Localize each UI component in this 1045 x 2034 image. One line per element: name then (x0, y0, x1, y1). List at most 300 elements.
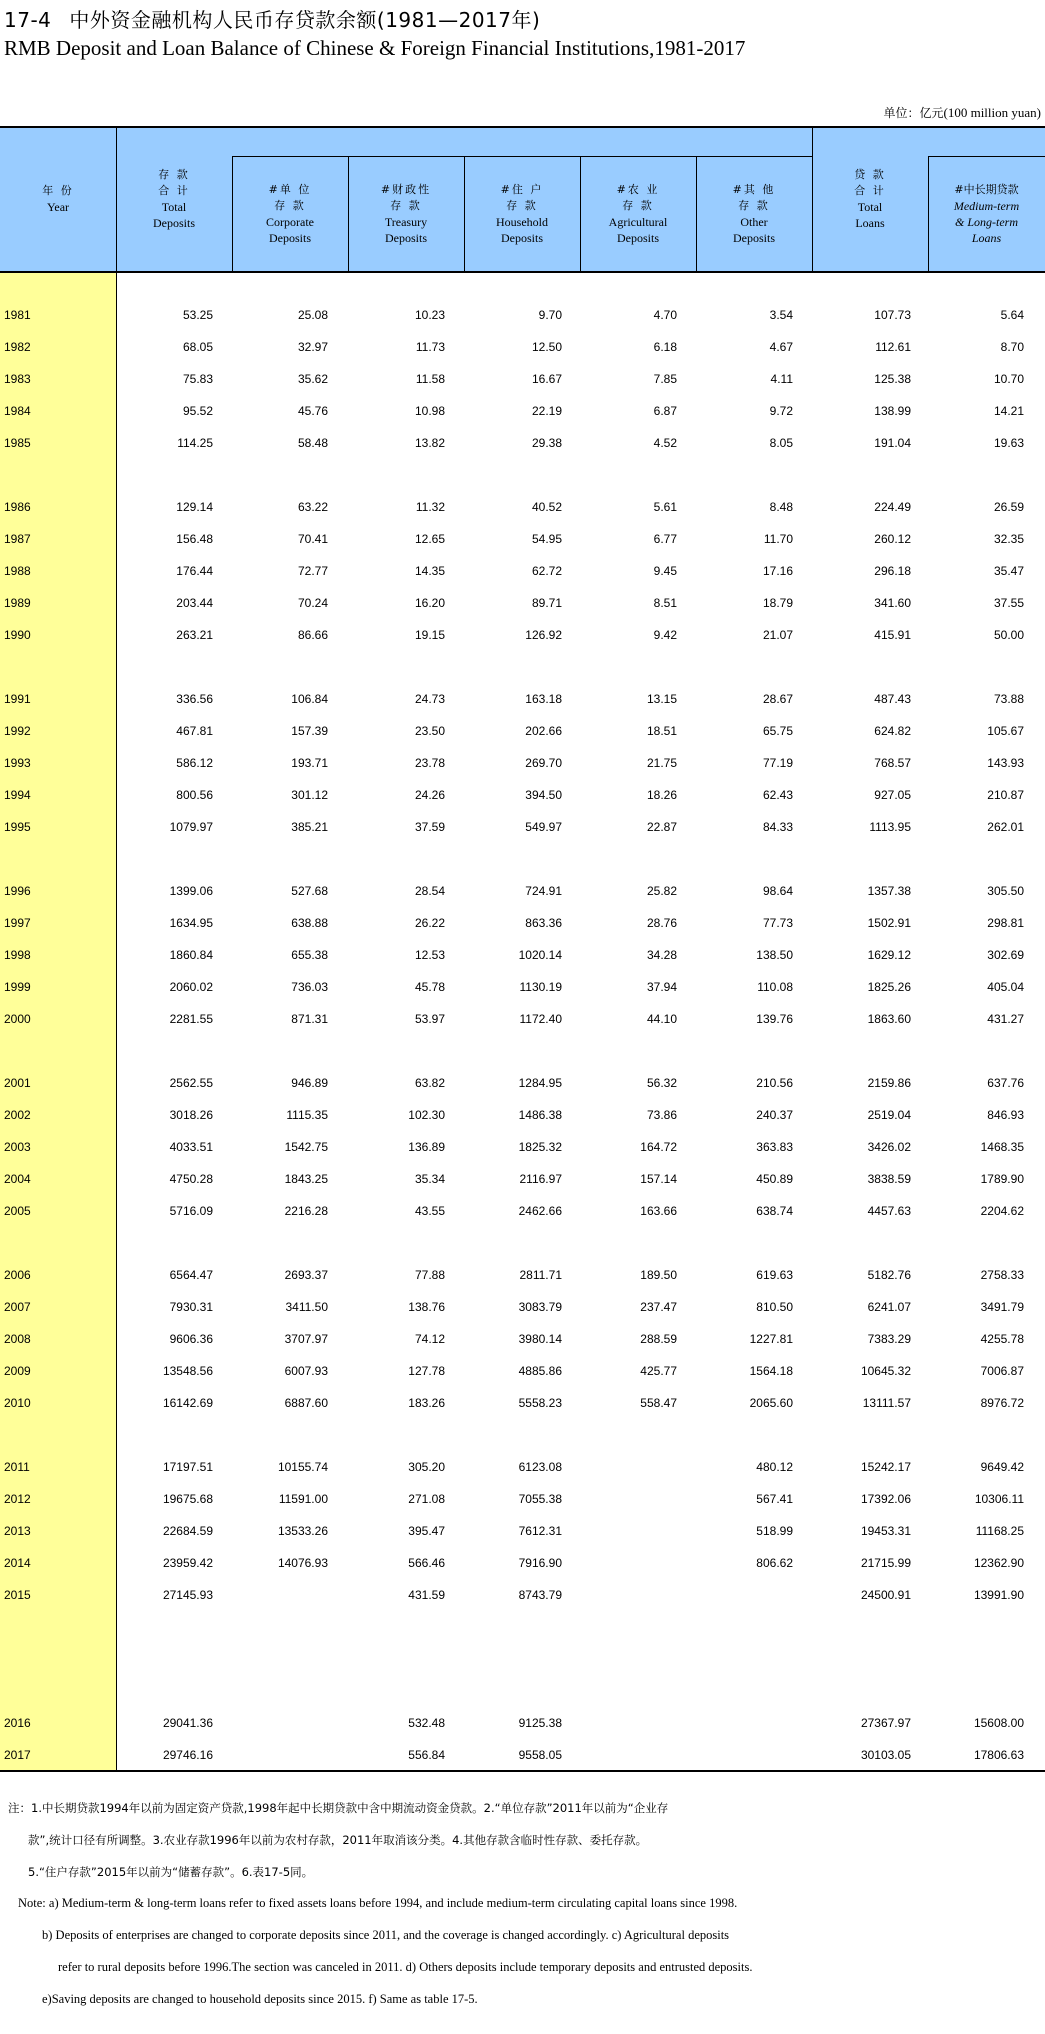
cell-corporate-deposits: 3707.97 (284, 1332, 328, 1346)
cell-other-deposits: 3.54 (769, 308, 793, 322)
cell-treasury-deposits: 183.26 (408, 1396, 445, 1410)
cell-total-deposits: 5716.09 (169, 1204, 213, 1218)
cell-household-deposits: 1825.32 (518, 1140, 562, 1154)
cell-treasury-deposits: 74.12 (414, 1332, 445, 1346)
cell-total-loans: 1357.38 (867, 884, 911, 898)
cell-corporate-deposits: 2216.28 (284, 1204, 328, 1218)
subheader-rule (232, 156, 812, 157)
cell-total-deposits: 467.81 (176, 724, 213, 738)
cell-corporate-deposits: 35.62 (297, 372, 328, 386)
cell-other-deposits: 84.33 (762, 820, 793, 834)
table-row (0, 977, 1045, 997)
cell-agricultural-deposits: 164.72 (640, 1140, 677, 1154)
cell-treasury-deposits: 63.82 (414, 1076, 445, 1090)
cell-treasury-deposits: 26.22 (414, 916, 445, 930)
cell-household-deposits: 29.38 (531, 436, 562, 450)
cell-year: 2011 (4, 1460, 30, 1474)
cell-other-deposits: 18.79 (762, 596, 793, 610)
cell-total-loans: 1629.12 (867, 948, 911, 962)
cell-agricultural-deposits: 8.51 (653, 596, 677, 610)
cell-household-deposits: 7612.31 (518, 1524, 562, 1538)
cell-year: 2017 (4, 1748, 31, 1762)
table-row (0, 913, 1045, 933)
cell-treasury-deposits: 24.26 (414, 788, 445, 802)
table-number: 17-4 (4, 8, 52, 32)
cell-treasury-deposits: 127.78 (408, 1364, 445, 1378)
header-medium-long-cn1: #中长期贷款 (954, 183, 1019, 196)
cell-total-loans: 1502.91 (867, 916, 911, 930)
column-divider (812, 126, 813, 272)
cell-corporate-deposits: 58.48 (297, 436, 328, 450)
cell-other-deposits: 11.70 (763, 532, 793, 546)
cell-corporate-deposits: 638.88 (291, 916, 328, 930)
header-other-en1: Other (740, 215, 768, 229)
cell-corporate-deposits: 736.03 (291, 980, 328, 994)
cell-household-deposits: 7916.90 (518, 1556, 562, 1570)
table-row (0, 305, 1045, 325)
header-medium-long-en1: Medium-term (953, 199, 1020, 213)
cell-other-deposits: 21.07 (762, 628, 793, 642)
cell-other-deposits: 77.73 (762, 916, 793, 930)
table-row (0, 561, 1045, 581)
cell-other-deposits: 518.99 (756, 1524, 793, 1538)
cell-household-deposits: 22.19 (531, 404, 562, 418)
cell-year: 1996 (4, 884, 31, 898)
cell-medium-long-loans: 12362.90 (973, 1556, 1024, 1570)
cell-household-deposits: 1172.40 (519, 1012, 562, 1026)
cell-medium-long-loans: 846.93 (987, 1108, 1024, 1122)
cell-treasury-deposits: 37.59 (414, 820, 445, 834)
table-title-cn (4, 4, 540, 33)
cell-treasury-deposits: 395.47 (408, 1524, 445, 1538)
table-row (0, 817, 1045, 837)
cell-total-deposits: 800.56 (176, 788, 213, 802)
cell-medium-long-loans: 15608.00 (973, 1716, 1024, 1730)
cell-other-deposits: 4.11 (770, 372, 793, 386)
cell-medium-long-loans: 3491.79 (980, 1300, 1024, 1314)
cell-total-deposits: 22684.59 (162, 1524, 213, 1538)
header-corporate (232, 156, 348, 272)
cell-total-deposits: 2281.55 (169, 1012, 213, 1026)
cell-corporate-deposits: 527.68 (291, 884, 328, 898)
cell-medium-long-loans: 11168.25 (975, 1524, 1024, 1538)
cell-total-deposits: 68.05 (182, 340, 213, 354)
cell-household-deposits: 724.91 (525, 884, 562, 898)
cell-total-deposits: 203.44 (176, 596, 213, 610)
cell-year: 1999 (4, 980, 31, 994)
cell-agricultural-deposits: 4.52 (653, 436, 677, 450)
cell-corporate-deposits: 2693.37 (284, 1268, 328, 1282)
cell-treasury-deposits: 136.89 (408, 1140, 445, 1154)
cell-corporate-deposits: 70.41 (297, 532, 328, 546)
cell-medium-long-loans: 7006.87 (980, 1364, 1024, 1378)
cell-treasury-deposits: 24.73 (414, 692, 445, 706)
header-agricultural-en1: Agricultural (608, 215, 668, 229)
cell-household-deposits: 9558.05 (518, 1748, 562, 1762)
cell-year: 2015 (4, 1588, 31, 1602)
cell-total-deposits: 1079.97 (169, 820, 213, 834)
cell-agricultural-deposits: 9.45 (653, 564, 677, 578)
header-bottom-rule (0, 271, 1045, 273)
cell-year: 2009 (4, 1364, 31, 1378)
cell-agricultural-deposits: 34.28 (646, 948, 677, 962)
header-total-deposits-cn1: 存 款 (158, 168, 190, 181)
cell-household-deposits: 126.92 (525, 628, 562, 642)
cell-agricultural-deposits: 189.50 (640, 1268, 677, 1282)
cell-corporate-deposits: 3411.50 (285, 1300, 328, 1314)
cell-other-deposits: 98.64 (762, 884, 793, 898)
cell-medium-long-loans: 143.93 (987, 756, 1024, 770)
cell-corporate-deposits: 63.22 (297, 500, 328, 514)
header-total-deposits-en2: Deposits (153, 216, 195, 230)
table-row (0, 1489, 1045, 1509)
cell-total-loans: 27367.97 (860, 1716, 911, 1730)
cell-other-deposits: 2065.60 (749, 1396, 793, 1410)
cell-other-deposits: 139.76 (756, 1012, 793, 1026)
cell-total-loans: 260.12 (874, 532, 911, 546)
cell-year: 2013 (4, 1524, 31, 1538)
table-row (0, 529, 1045, 549)
cell-treasury-deposits: 16.20 (414, 596, 445, 610)
cell-total-loans: 341.60 (874, 596, 911, 610)
cell-total-deposits: 13548.56 (162, 1364, 213, 1378)
cell-other-deposits: 638.74 (756, 1204, 793, 1218)
cell-agricultural-deposits: 21.75 (646, 756, 677, 770)
table-row (0, 1361, 1045, 1381)
header-other (696, 156, 812, 272)
cell-corporate-deposits: 70.24 (297, 596, 328, 610)
cell-other-deposits: 1227.81 (749, 1332, 793, 1346)
table-bottom-rule (0, 1770, 1045, 1772)
title-cn-text: 中外资金融机构人民币存贷款余额(1981—2017年) (69, 8, 541, 32)
cell-corporate-deposits: 301.12 (291, 788, 328, 802)
table-row (0, 1009, 1045, 1029)
cell-household-deposits: 2116.97 (519, 1172, 562, 1186)
header-treasury-cn1: #财政性 (380, 183, 432, 196)
cell-year: 1991 (4, 692, 31, 706)
cell-total-loans: 112.61 (875, 340, 911, 354)
cell-total-deposits: 1860.84 (169, 948, 213, 962)
table-row (0, 1073, 1045, 1093)
column-divider (348, 156, 349, 272)
cell-household-deposits: 1284.95 (518, 1076, 562, 1090)
cell-medium-long-loans: 35.47 (993, 564, 1024, 578)
header-medium-long (928, 156, 1045, 272)
cell-year: 2007 (4, 1300, 31, 1314)
cell-treasury-deposits: 11.58 (415, 372, 445, 386)
cell-corporate-deposits: 385.21 (291, 820, 328, 834)
cell-year: 1981 (4, 308, 31, 322)
cell-agricultural-deposits: 157.14 (640, 1172, 677, 1186)
cell-agricultural-deposits: 558.47 (640, 1396, 677, 1410)
table-row (0, 785, 1045, 805)
cell-treasury-deposits: 12.65 (414, 532, 445, 546)
cell-corporate-deposits: 157.39 (291, 724, 328, 738)
cell-household-deposits: 54.95 (531, 532, 562, 546)
cell-total-deposits: 23959.42 (162, 1556, 213, 1570)
cell-year: 1987 (4, 532, 31, 546)
cell-household-deposits: 9.70 (538, 308, 562, 322)
unit-en: (100 million yuan) (943, 105, 1041, 120)
note-line: 5.“住户存款”2015年以前为“储蓄存款”。6.表17-5同。 (28, 1865, 314, 1879)
cell-year: 2003 (4, 1140, 31, 1154)
cell-year: 1998 (4, 948, 31, 962)
cell-treasury-deposits: 77.88 (414, 1268, 445, 1282)
cell-year: 1988 (4, 564, 31, 578)
cell-total-deposits: 336.56 (176, 692, 213, 706)
cell-agricultural-deposits: 163.66 (640, 1204, 677, 1218)
cell-treasury-deposits: 556.84 (408, 1748, 445, 1762)
table-row (0, 593, 1045, 613)
cell-treasury-deposits: 13.82 (414, 436, 445, 450)
cell-total-deposits: 27145.93 (162, 1588, 213, 1602)
table-row (0, 369, 1045, 389)
cell-medium-long-loans: 14.21 (993, 404, 1024, 418)
header-treasury (348, 156, 464, 272)
cell-agricultural-deposits: 6.87 (653, 404, 677, 418)
cell-other-deposits: 138.50 (756, 948, 793, 962)
cell-other-deposits: 17.16 (762, 564, 793, 578)
cell-corporate-deposits: 6007.93 (284, 1364, 328, 1378)
cell-agricultural-deposits: 25.82 (646, 884, 677, 898)
cell-treasury-deposits: 14.35 (414, 564, 445, 578)
cell-corporate-deposits: 86.66 (297, 628, 328, 642)
cell-treasury-deposits: 19.15 (414, 628, 445, 642)
table-row (0, 1105, 1045, 1125)
note-line: 款”,统计口径有所调整。3.农业存款1996年以前为农村存款，2011年取消该分类。4.其他存款含临时性存款、委托存款。 (28, 1833, 648, 1847)
table-row (0, 1329, 1045, 1349)
header-corporate-en2: Deposits (269, 231, 311, 245)
cell-total-deposits: 19675.68 (162, 1492, 213, 1506)
cell-year: 1990 (4, 628, 31, 642)
cell-treasury-deposits: 43.55 (414, 1204, 445, 1218)
cell-treasury-deposits: 10.98 (414, 404, 445, 418)
subheader-rule (928, 156, 1045, 157)
cell-agricultural-deposits: 5.61 (653, 500, 677, 514)
cell-medium-long-loans: 637.76 (987, 1076, 1024, 1090)
cell-treasury-deposits: 23.78 (414, 756, 445, 770)
unit-label (883, 104, 1041, 121)
table-row (0, 881, 1045, 901)
cell-total-deposits: 114.25 (177, 436, 213, 450)
cell-medium-long-loans: 19.63 (993, 436, 1024, 450)
table-top-rule (0, 126, 1045, 128)
cell-household-deposits: 9125.38 (518, 1716, 562, 1730)
table-row (0, 1201, 1045, 1221)
cell-total-loans: 1113.95 (869, 820, 911, 834)
table-row (0, 1297, 1045, 1317)
cell-household-deposits: 5558.23 (518, 1396, 562, 1410)
cell-treasury-deposits: 566.46 (408, 1556, 445, 1570)
cell-year: 2012 (4, 1492, 31, 1506)
cell-household-deposits: 269.70 (525, 756, 562, 770)
cell-total-loans: 296.18 (874, 564, 911, 578)
column-divider (464, 156, 465, 272)
cell-total-loans: 3838.59 (867, 1172, 911, 1186)
cell-medium-long-loans: 405.04 (987, 980, 1024, 994)
cell-total-loans: 7383.29 (867, 1332, 911, 1346)
cell-total-loans: 19453.31 (860, 1524, 911, 1538)
cell-household-deposits: 62.72 (531, 564, 562, 578)
cell-household-deposits: 163.18 (525, 692, 562, 706)
header-treasury-en1: Treasury (384, 215, 428, 229)
cell-household-deposits: 2811.71 (519, 1268, 562, 1282)
cell-corporate-deposits: 1843.25 (284, 1172, 328, 1186)
cell-total-loans: 1825.26 (867, 980, 911, 994)
cell-agricultural-deposits: 18.26 (646, 788, 677, 802)
cell-other-deposits: 9.72 (769, 404, 793, 418)
cell-other-deposits: 363.83 (756, 1140, 793, 1154)
cell-agricultural-deposits: 73.86 (646, 1108, 677, 1122)
table-row (0, 433, 1045, 453)
note-line: Note: a) Medium-term & long-term loans refer to fixed assets loans before 1994, and include medium-term circulating capital loans since 1998. (18, 1896, 738, 1910)
cell-agricultural-deposits: 237.47 (640, 1300, 677, 1314)
cell-year: 1984 (4, 404, 31, 418)
note-line: 注：1.中长期贷款1994年以前为固定资产贷款,1998年起中长期贷款中含中期流动资金贷款。2.“单位存款”2011年以前为“企业存 (8, 1801, 669, 1815)
cell-household-deposits: 2462.66 (518, 1204, 562, 1218)
cell-total-loans: 107.73 (874, 308, 911, 322)
table-row (0, 1585, 1045, 1605)
header-other-cn1: #其 他 (732, 183, 776, 196)
cell-total-loans: 24500.91 (860, 1588, 911, 1602)
cell-household-deposits: 863.36 (525, 916, 562, 930)
cell-medium-long-loans: 2758.33 (980, 1268, 1024, 1282)
header-household-en1: Household (496, 215, 548, 229)
cell-total-loans: 125.38 (874, 372, 911, 386)
cell-household-deposits: 202.66 (525, 724, 562, 738)
cell-medium-long-loans: 1789.90 (980, 1172, 1024, 1186)
cell-total-loans: 10645.32 (860, 1364, 911, 1378)
cell-total-deposits: 53.25 (182, 308, 213, 322)
cell-agricultural-deposits: 37.94 (646, 980, 677, 994)
cell-medium-long-loans: 1468.35 (980, 1140, 1024, 1154)
header-total-loans-en1: Total (857, 200, 883, 214)
cell-corporate-deposits: 1115.35 (286, 1108, 328, 1122)
cell-medium-long-loans: 105.67 (987, 724, 1024, 738)
cell-total-deposits: 4033.51 (169, 1140, 213, 1154)
cell-medium-long-loans: 10306.11 (974, 1492, 1024, 1506)
cell-other-deposits: 62.43 (762, 788, 793, 802)
cell-other-deposits: 210.56 (756, 1076, 793, 1090)
column-divider (580, 156, 581, 272)
cell-household-deposits: 6123.08 (518, 1460, 562, 1474)
cell-total-deposits: 1634.95 (169, 916, 213, 930)
table-title-en: RMB Deposit and Loan Balance of Chinese & Foreign Financial Institutions,1981-2017 (4, 36, 746, 60)
cell-total-deposits: 156.48 (176, 532, 213, 546)
cell-total-deposits: 29746.16 (162, 1748, 213, 1762)
cell-medium-long-loans: 5.64 (1000, 308, 1024, 322)
cell-year: 1982 (4, 340, 31, 354)
cell-total-loans: 191.04 (874, 436, 911, 450)
cell-agricultural-deposits: 56.32 (646, 1076, 677, 1090)
cell-year: 2001 (4, 1076, 31, 1090)
table-row (0, 1553, 1045, 1573)
cell-medium-long-loans: 8.70 (1000, 340, 1024, 354)
header-other-cn2: 存 款 (738, 199, 770, 212)
cell-total-loans: 768.57 (874, 756, 911, 770)
cell-medium-long-loans: 305.50 (987, 884, 1024, 898)
cell-household-deposits: 3083.79 (518, 1300, 562, 1314)
header-total-loans (812, 126, 928, 272)
cell-total-loans: 138.99 (874, 404, 911, 418)
cell-year: 1992 (4, 724, 31, 738)
cell-agricultural-deposits: 44.10 (646, 1012, 677, 1026)
header-agricultural (580, 156, 696, 272)
note-line: b) Deposits of enterprises are changed to corporate deposits since 2011, and the coverage is changed accordingly. c) Agricultural deposits (42, 1928, 730, 1942)
cell-treasury-deposits: 53.97 (414, 1012, 445, 1026)
cell-corporate-deposits: 25.08 (297, 308, 328, 322)
cell-total-deposits: 17197.51 (162, 1460, 213, 1474)
cell-total-loans: 17392.06 (860, 1492, 911, 1506)
cell-agricultural-deposits: 28.76 (646, 916, 677, 930)
cell-treasury-deposits: 11.73 (415, 340, 445, 354)
cell-total-deposits: 176.44 (176, 564, 213, 578)
header-total-deposits-cn2: 合 计 (158, 184, 190, 197)
cell-year: 1995 (4, 820, 31, 834)
cell-other-deposits: 450.89 (756, 1172, 793, 1186)
cell-household-deposits: 1486.38 (518, 1108, 562, 1122)
header-medium-long-en3: Loans (971, 231, 1002, 245)
cell-other-deposits: 77.19 (762, 756, 793, 770)
cell-corporate-deposits: 45.76 (297, 404, 328, 418)
cell-corporate-deposits: 72.77 (297, 564, 328, 578)
cell-medium-long-loans: 37.55 (993, 596, 1024, 610)
cell-corporate-deposits: 1542.75 (284, 1140, 328, 1154)
cell-total-loans: 927.05 (874, 788, 911, 802)
cell-household-deposits: 1020.14 (518, 948, 562, 962)
cell-total-deposits: 7930.31 (169, 1300, 213, 1314)
cell-total-loans: 6241.07 (867, 1300, 911, 1314)
table-row (0, 1521, 1045, 1541)
cell-year: 2010 (4, 1396, 31, 1410)
cell-treasury-deposits: 35.34 (414, 1172, 445, 1186)
header-total-deposits (116, 126, 232, 272)
cell-total-loans: 2519.04 (867, 1108, 911, 1122)
cell-other-deposits: 1564.18 (749, 1364, 793, 1378)
table-row (0, 625, 1045, 645)
column-divider (696, 156, 697, 272)
cell-agricultural-deposits: 22.87 (646, 820, 677, 834)
cell-other-deposits: 110.08 (757, 980, 793, 994)
header-treasury-cn2: 存 款 (390, 199, 422, 212)
cell-treasury-deposits: 11.32 (415, 500, 445, 514)
cell-corporate-deposits: 655.38 (291, 948, 328, 962)
cell-corporate-deposits: 11591.00 (278, 1492, 328, 1506)
table-row (0, 401, 1045, 421)
header-year-en: Year (46, 200, 70, 214)
cell-total-deposits: 263.21 (176, 628, 213, 642)
cell-household-deposits: 89.71 (531, 596, 562, 610)
cell-other-deposits: 619.63 (756, 1268, 793, 1282)
note-line: e)Saving deposits are changed to household deposits since 2015. f) Same as table 17-5. (42, 1992, 478, 2006)
cell-agricultural-deposits: 9.42 (653, 628, 677, 642)
cell-household-deposits: 12.50 (531, 340, 562, 354)
header-corporate-en1: Corporate (266, 215, 314, 229)
cell-total-deposits: 586.12 (176, 756, 213, 770)
cell-other-deposits: 8.48 (769, 500, 793, 514)
data-table (0, 126, 1045, 1772)
cell-household-deposits: 394.50 (525, 788, 562, 802)
cell-medium-long-loans: 13991.90 (973, 1588, 1024, 1602)
cell-treasury-deposits: 45.78 (414, 980, 445, 994)
cell-medium-long-loans: 9649.42 (980, 1460, 1024, 1474)
cell-medium-long-loans: 302.69 (987, 948, 1024, 962)
cell-medium-long-loans: 26.59 (993, 500, 1024, 514)
cell-total-deposits: 4750.28 (169, 1172, 213, 1186)
cell-corporate-deposits: 193.71 (291, 756, 328, 770)
cell-year: 1986 (4, 500, 31, 514)
cell-total-loans: 15242.17 (860, 1460, 911, 1474)
